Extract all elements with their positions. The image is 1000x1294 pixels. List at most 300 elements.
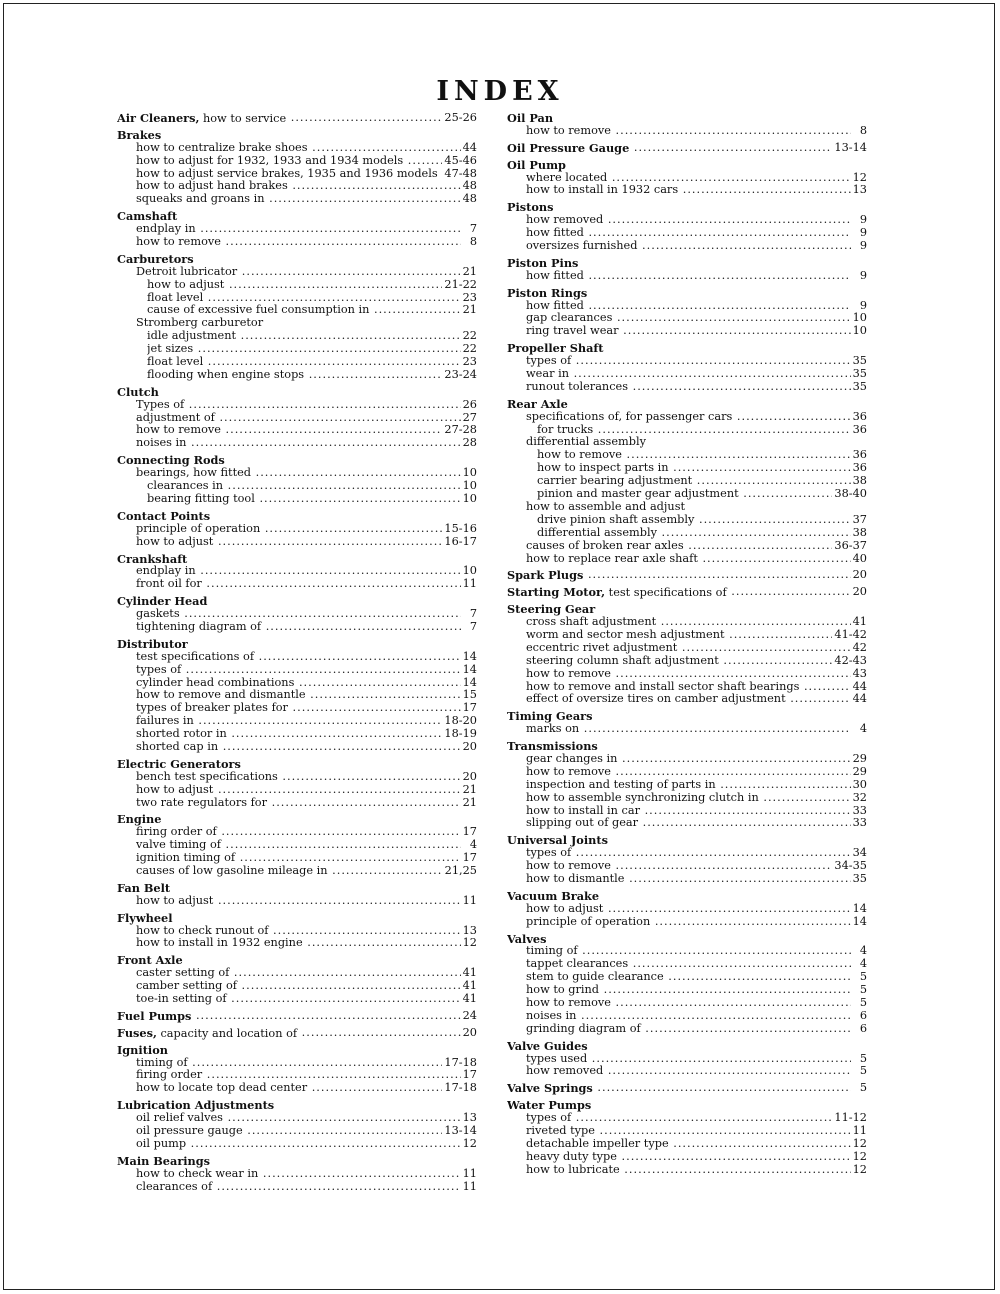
page-number: 5: [859, 983, 867, 997]
index-row: [117, 223, 477, 236]
index-row: [117, 937, 477, 950]
index-entry-fuses: [117, 1027, 477, 1040]
index-row: [117, 493, 477, 506]
entry-label: how to adjust for 1932, 1933 and 1934 models .....: [136, 155, 442, 168]
entry-label: how removed .....: [526, 214, 851, 227]
index-row: [507, 984, 867, 997]
entry-heading: Fuel Pumps: [117, 1009, 192, 1023]
page-number: 11: [462, 1166, 477, 1180]
page-number: 25-26: [444, 111, 477, 124]
page-number: 28: [462, 436, 477, 450]
entry-label: inspection and testing of parts in .....: [526, 779, 851, 792]
section-heading: Universal Joints: [507, 834, 608, 848]
index-row: [117, 112, 477, 125]
index-row: [507, 792, 867, 805]
index-row: [117, 1112, 477, 1125]
index-row: [507, 1164, 867, 1177]
entry-label: bearings, how fitted .....: [136, 467, 461, 480]
index-section-electric-generators: [117, 758, 477, 810]
page-number: 12: [462, 936, 477, 950]
index-row: [507, 1125, 867, 1138]
index-row: [117, 925, 477, 938]
page-number: 36: [852, 448, 867, 462]
entry-label: toe-in setting of .....: [136, 993, 461, 1006]
index-section-pistons: [507, 201, 867, 253]
index-row: [507, 958, 867, 971]
entry-label: how to remove .....: [136, 424, 442, 437]
entry-label: specifications of, for passenger cars .....: [526, 411, 851, 424]
entry-label: differential assembly: [526, 436, 646, 449]
index-row: [117, 1138, 477, 1151]
entry-label: how to adjust hand brakes .....: [136, 180, 461, 193]
index-row: [117, 369, 477, 382]
index-row: [507, 569, 867, 582]
entry-label: wear in .....: [526, 368, 851, 381]
entry-label: types of .....: [526, 355, 851, 368]
page-number: 14: [852, 901, 867, 915]
entry-label: carrier bearing adjustment .....: [537, 475, 851, 488]
entry-label: noises in .....: [526, 1010, 851, 1023]
entry-label: cause of excessive fuel consumption in .....: [147, 304, 461, 317]
index-row: [117, 865, 477, 878]
page-number: 10: [462, 466, 477, 480]
entry-label: how to remove .....: [537, 449, 851, 462]
index-row: [507, 860, 867, 873]
index-row: [117, 356, 477, 369]
page-number: 36-37: [834, 538, 867, 552]
entry-label: how fitted .....: [526, 270, 851, 283]
index-row: [507, 1151, 867, 1164]
entry-label: jet sizes .....: [147, 343, 461, 356]
section-heading: Crankshaft: [117, 552, 188, 566]
page-number: 14: [462, 649, 477, 663]
entry-label: how to inspect parts in .....: [537, 462, 851, 475]
entry-label: valve timing of .....: [136, 839, 461, 852]
index-row: [117, 292, 477, 305]
index-row: [117, 304, 477, 317]
section-heading: Distributor: [117, 637, 188, 651]
index-row: [117, 1027, 477, 1040]
page-number: 35: [852, 871, 867, 885]
entry-label: oil pump .....: [136, 1138, 461, 1151]
entry-label: tappet clearances .....: [526, 958, 851, 971]
index-row: [507, 586, 867, 599]
index-row: [117, 993, 477, 1006]
entry-label: endplay in .....: [136, 223, 461, 236]
entry-label: clearances of .....: [136, 1181, 461, 1194]
section-heading: Vacuum Brake: [507, 889, 600, 903]
index-section-contact-points: [117, 510, 477, 549]
page-number: 44: [852, 692, 867, 706]
index-section-camshaft: [117, 210, 477, 249]
index-row: [507, 449, 867, 462]
page-number: 33: [852, 803, 867, 817]
index-section-piston-rings: [507, 287, 867, 339]
index-row: [117, 784, 477, 797]
entry-label: worm and sector mesh adjustment .....: [526, 629, 832, 642]
page-number: 29: [852, 751, 867, 765]
index-row: [507, 240, 867, 253]
page-number: 10: [462, 479, 477, 493]
page-number: 12: [852, 1162, 867, 1176]
page-number: 8: [859, 123, 867, 137]
index-section-timing-gears: [507, 710, 867, 736]
section-heading: Main Bearings: [117, 1154, 211, 1168]
entry-label: how to assemble and adjust: [526, 500, 686, 513]
page-number: 9: [859, 298, 867, 312]
section-heading: Ignition: [117, 1043, 168, 1057]
index-row: [507, 817, 867, 830]
page-number: 16-17: [444, 534, 477, 548]
index-row: [117, 536, 477, 549]
section-heading: Carburetors: [117, 252, 194, 266]
page-number: 48: [462, 179, 477, 193]
page-number: 12: [852, 170, 867, 184]
index-row: [507, 462, 867, 475]
page-number: 42: [852, 640, 867, 654]
entry-label: flooding when engine stops .....: [147, 369, 442, 382]
page-number: 21: [462, 782, 477, 796]
index-section-vacuum-brake: [507, 890, 867, 929]
index-row: [507, 971, 867, 984]
entry-label: front oil for .....: [136, 578, 461, 591]
index-row: [117, 266, 477, 279]
page-number: 9: [859, 226, 867, 240]
page-number: 27: [462, 410, 477, 424]
index-row: [117, 895, 477, 908]
index-row: [507, 655, 867, 668]
section-heading: Steering Gear: [507, 603, 596, 617]
entry-label: principle of operation .....: [526, 916, 851, 929]
entry-label: how to adjust .....: [136, 784, 461, 797]
page-number: 36: [852, 422, 867, 436]
index-row: [117, 480, 477, 493]
entry-label: how to remove .....: [526, 766, 851, 779]
entry-label: how to locate top dead center .....: [136, 1082, 442, 1095]
page-number: 40: [852, 551, 867, 565]
index-row: [507, 1065, 867, 1078]
index-row: [117, 1168, 477, 1181]
section-heading: Fan Belt: [117, 881, 171, 895]
page-number: 23: [462, 355, 477, 369]
index-row: [507, 1138, 867, 1151]
page-number: 22: [462, 342, 477, 356]
index-row: [117, 608, 477, 621]
entry-label: oil pressure gauge .....: [136, 1125, 442, 1138]
entry-label: types of .....: [526, 847, 851, 860]
page-number: 10: [462, 564, 477, 578]
entry-label: gear changes in .....: [526, 753, 851, 766]
entry-label: [117, 1010, 461, 1023]
index-row: [117, 1069, 477, 1082]
index-row: [507, 1010, 867, 1023]
page-number: 11: [462, 1179, 477, 1193]
index-row: [507, 945, 867, 958]
index-row: [117, 523, 477, 536]
entry-label: stem to guide clearance .....: [526, 971, 851, 984]
section-heading: Electric Generators: [117, 757, 241, 771]
index-row: [117, 142, 477, 155]
entry-label: types of breaker plates for .....: [136, 702, 461, 715]
index-row: [507, 475, 867, 488]
entry-label: adjustment of .....: [136, 412, 461, 425]
index-row: [507, 355, 867, 368]
index-row: [507, 916, 867, 929]
page-number: 14: [462, 675, 477, 689]
entry-label: endplay in .....: [136, 565, 461, 578]
entry-label: shorted cap in .....: [136, 741, 461, 754]
entry-label: how to grind .....: [526, 984, 851, 997]
entry-heading: Starting Motor,: [507, 586, 606, 600]
entry-label: how removed .....: [526, 1065, 851, 1078]
section-heading: Oil Pump: [507, 158, 566, 172]
entry-label: how to remove and dismantle .....: [136, 689, 461, 702]
entry-label: drive pinion shaft assembly .....: [537, 514, 851, 527]
page-number: 21: [462, 303, 477, 317]
page-number: 4: [859, 944, 867, 958]
section-heading: Front Axle: [117, 954, 183, 968]
page-number: 4: [859, 957, 867, 971]
index-row: [117, 664, 477, 677]
entry-label: float level .....: [147, 356, 461, 369]
index-section-rear-axle: [507, 398, 867, 566]
index-row: [507, 227, 867, 240]
index-row: [117, 1057, 477, 1070]
entry-label: how to adjust .....: [136, 536, 442, 549]
entry-label: failures in .....: [136, 715, 442, 728]
entry-label: grinding diagram of .....: [526, 1023, 851, 1036]
entry-label: how fitted .....: [526, 227, 851, 240]
index-row: [507, 300, 867, 313]
page-number: 44: [852, 679, 867, 693]
index-row: [507, 436, 867, 449]
entry-label: how to check wear in .....: [136, 1168, 461, 1181]
index-row: [507, 270, 867, 283]
page-number: 41: [852, 615, 867, 629]
entry-label: [117, 112, 442, 125]
page-number: 20: [852, 568, 867, 582]
index-row: [507, 779, 867, 792]
index-row: [507, 540, 867, 553]
entry-subtext: how to service: [199, 112, 287, 125]
entry-label: how to adjust service brakes, 1935 and 1936 models .....: [136, 168, 442, 181]
index-section-steering-gear: [507, 603, 867, 706]
section-heading: Rear Axle: [507, 397, 568, 411]
index-row: [507, 368, 867, 381]
page-number: 5: [859, 996, 867, 1009]
index-row: [117, 424, 477, 437]
page-number: 11: [852, 1124, 867, 1138]
entry-label: how to remove .....: [526, 997, 851, 1010]
entry-label: Detroit lubricator .....: [136, 266, 461, 279]
page-number: 23: [462, 290, 477, 304]
entry-label: types used .....: [526, 1053, 851, 1066]
index-section-propeller-shaft: [507, 342, 867, 394]
entry-label: how to remove .....: [136, 236, 461, 249]
page-number: 14: [462, 662, 477, 676]
index-section-flywheel: [117, 912, 477, 951]
page-number: 20: [852, 585, 867, 599]
entry-label: noises in .....: [136, 437, 461, 450]
index-row: [117, 702, 477, 715]
entry-label: gaskets .....: [136, 608, 461, 621]
entry-label: how to dismantle .....: [526, 873, 851, 886]
page-number: 22: [462, 329, 477, 343]
index-row: [507, 501, 867, 514]
index-row: [117, 967, 477, 980]
index-row: [507, 514, 867, 527]
index-row: [507, 381, 867, 394]
index-row: [507, 642, 867, 655]
page-number: 48: [462, 192, 477, 206]
page-number: 5: [859, 1051, 867, 1065]
index-row: [117, 279, 477, 292]
page-number: 20: [462, 769, 477, 783]
index-row: [507, 693, 867, 706]
section-heading: Contact Points: [117, 509, 211, 523]
page-number: 33: [852, 816, 867, 830]
index-entry-valve-springs: [507, 1082, 867, 1095]
index-row: [507, 312, 867, 325]
entry-label: for trucks .....: [537, 424, 851, 437]
entry-label: [507, 1082, 851, 1095]
entry-heading: Fuses,: [117, 1026, 157, 1040]
index-section-oil-pan: [507, 112, 867, 138]
index-row: [507, 723, 867, 736]
entry-heading: Valve Springs: [507, 1082, 593, 1096]
page-number: 17: [462, 825, 477, 839]
section-heading: Connecting Rods: [117, 454, 225, 468]
entry-label: camber setting of .....: [136, 980, 461, 993]
entry-label: types of .....: [526, 1112, 832, 1125]
entry-label: how to remove .....: [526, 125, 851, 138]
index-row: [117, 1082, 477, 1095]
entry-label: caster setting of .....: [136, 967, 461, 980]
page-number: 13-14: [834, 140, 867, 154]
page-number: 21: [462, 264, 477, 278]
page-number: 7: [469, 607, 477, 621]
page-number: 4: [469, 838, 477, 852]
entry-label: [507, 142, 832, 155]
index-row: [507, 903, 867, 916]
index-section-front-axle: [117, 954, 477, 1006]
page-number: 17-18: [444, 1055, 477, 1069]
index-row: [117, 168, 477, 181]
page-number: 5: [859, 1081, 867, 1095]
page-number: 41: [462, 979, 477, 993]
entry-heading: Spark Plugs: [507, 569, 584, 583]
page-number: 6: [859, 1008, 867, 1022]
index-row: [507, 766, 867, 779]
index-section-crankshaft: [117, 553, 477, 592]
page-number: 44: [462, 140, 477, 154]
page-number: 7: [469, 222, 477, 236]
page-number: 20: [462, 739, 477, 753]
entry-label: runout tolerances .....: [526, 381, 851, 394]
page-number: 13-14: [444, 1124, 477, 1138]
index-entry-starting-motor: [507, 586, 867, 599]
index-row: [117, 771, 477, 784]
page-number: 5: [859, 970, 867, 984]
index-row: [507, 214, 867, 227]
page-number: 47-48: [444, 166, 477, 180]
index-entry-fuel-pumps: [117, 1010, 477, 1023]
page-number: 38: [852, 474, 867, 488]
page-number: 15: [462, 688, 477, 702]
index-section-piston-pins: [507, 257, 867, 283]
page-number: 26: [462, 397, 477, 411]
page-number: 13: [462, 1111, 477, 1125]
entry-label: gap clearances .....: [526, 312, 851, 325]
index-section-cylinder-head: [117, 595, 477, 634]
page-number: 43: [852, 666, 867, 680]
page-number: 11: [462, 577, 477, 591]
index-entry-oil-pressure-gauge: [507, 142, 867, 155]
index-section-fan-belt: [117, 882, 477, 908]
entry-label: how to install in car .....: [526, 805, 851, 818]
index-section-brakes: [117, 129, 477, 206]
page-number: 20: [462, 1025, 477, 1039]
entry-label: timing of .....: [526, 945, 851, 958]
page-number: 41-42: [834, 627, 867, 641]
index-row: [117, 826, 477, 839]
page-number: 12: [852, 1136, 867, 1150]
index-row: [507, 527, 867, 540]
entry-label: how to centralize brake shoes .....: [136, 142, 461, 155]
index-row: [507, 553, 867, 566]
entry-label: squeaks and groans in .....: [136, 193, 461, 206]
section-heading: Camshaft: [117, 210, 178, 224]
page-number: 10: [852, 324, 867, 338]
page-number: 36: [852, 409, 867, 423]
index-row: [507, 488, 867, 501]
index-section-clutch: [117, 386, 477, 450]
entry-label: how to adjust .....: [147, 279, 442, 292]
index-row: [507, 424, 867, 437]
index-row: [117, 839, 477, 852]
page-number: 7: [469, 619, 477, 633]
index-row: [117, 677, 477, 690]
index-row: [507, 997, 867, 1010]
index-row: [117, 317, 477, 330]
page-number: 14: [852, 914, 867, 928]
entry-label: cross shaft adjustment .....: [526, 616, 851, 629]
index-section-oil-pump: [507, 159, 867, 198]
page-number: 12: [852, 1149, 867, 1163]
entry-label: how to install in 1932 cars .....: [526, 184, 851, 197]
index-row: [117, 155, 477, 168]
index-section-valves: [507, 933, 867, 1036]
page-number: 11-12: [834, 1111, 867, 1125]
entry-label: Types of .....: [136, 399, 461, 412]
index-row: [507, 1053, 867, 1066]
index-row: [117, 578, 477, 591]
index-row: [117, 236, 477, 249]
page-number: 12: [462, 1136, 477, 1150]
page-title: INDEX: [436, 76, 564, 107]
index-row: [507, 805, 867, 818]
index-entry-air-cleaners: [117, 112, 477, 125]
entry-label: how to remove .....: [526, 668, 851, 681]
index-row: [117, 797, 477, 810]
index-section-ignition: [117, 1044, 477, 1096]
index-row: [117, 399, 477, 412]
entry-label: how to assemble synchronizing clutch in .....: [526, 792, 851, 805]
page-number: 13: [852, 183, 867, 197]
section-heading: Brakes: [117, 128, 162, 142]
page-number: 9: [859, 213, 867, 227]
section-heading: Transmissions: [507, 740, 598, 753]
